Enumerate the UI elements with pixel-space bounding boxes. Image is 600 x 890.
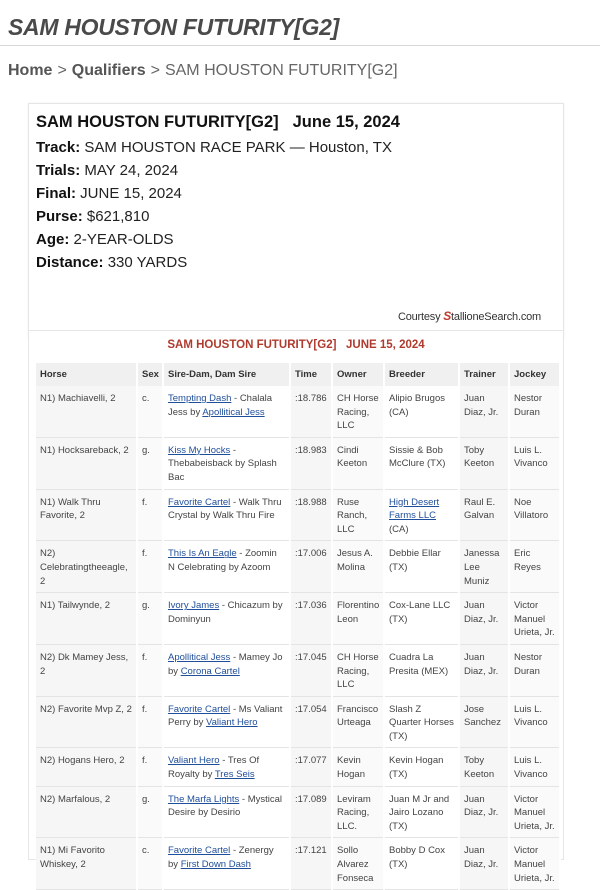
table-row [36, 748, 560, 786]
cell-pedigree [163, 489, 290, 541]
column-header-jockey: Jockey [509, 363, 560, 386]
breadcrumb-current: SAM HOUSTON FUTURITY[G2] [164, 62, 398, 79]
cell-breeder [384, 838, 459, 890]
purse-value: $621,810 [86, 208, 150, 225]
cell-horse: N1) Mi Favorito Whiskey, 2 [36, 838, 137, 890]
age-label: Age: [36, 231, 70, 248]
final-row [36, 185, 182, 202]
cell-trainer: Jose Sanchez [459, 696, 509, 748]
cell-trainer: Juan Diaz, Jr. [459, 786, 509, 838]
column-header-breeder: Breeder [384, 363, 459, 386]
sire-link[interactable]: This Is An Eagle [168, 548, 237, 560]
cell-breeder [384, 748, 459, 786]
cell-breeder [384, 786, 459, 838]
cell-pedigree [163, 386, 290, 437]
cell-pedigree [163, 541, 290, 593]
cell-sex: g. [137, 437, 163, 489]
cell-owner: Sollo Alvarez Fonseca [332, 838, 384, 890]
cell-time: :17.054 [290, 696, 332, 748]
purse-label: Purse: [36, 208, 83, 225]
cell-jockey: Nestor Duran [509, 644, 560, 696]
race-date: June 15, 2024 [292, 113, 400, 131]
breeder-text: Debbie Ellar (TX) [389, 548, 441, 573]
breadcrumb-separator: > [57, 62, 67, 79]
dam-text: - Walk Thru Crystal by Walk Thru Fire [168, 496, 282, 522]
cell-time: :17.036 [290, 593, 332, 645]
dam-sire-link[interactable]: Valiant Hero [206, 717, 258, 729]
cell-time: :17.089 [290, 786, 332, 838]
courtesy-source: tallioneSearch.com [451, 311, 541, 323]
dam-text: - Mamey Jo by [168, 651, 283, 677]
cell-owner: Cindi Keeton [332, 437, 384, 489]
cell-jockey: Luis L. Vivanco [509, 696, 560, 748]
cell-trainer: Toby Keeton [459, 437, 509, 489]
table-row [36, 489, 560, 541]
breadcrumb-separator: > [150, 62, 160, 79]
title-divider [0, 45, 600, 46]
final-label: Final: [36, 185, 76, 202]
cell-sex: f. [137, 644, 163, 696]
cell-sex: g. [137, 786, 163, 838]
breeder-text: Alipio Brugos (CA) [389, 393, 445, 418]
sire-link[interactable]: Favorite Cartel [168, 496, 231, 508]
cell-jockey: Victor Manuel Urieta, Jr. [509, 838, 560, 890]
site-title: SAM HOUSTON FUTURITY[G2] [8, 14, 339, 40]
cell-owner: CH Horse Racing, LLC [332, 644, 384, 696]
cell-sex: f. [137, 489, 163, 541]
cell-jockey: Luis L. Vivanco [509, 748, 560, 786]
cell-sex: f. [137, 748, 163, 786]
cell-pedigree [163, 593, 290, 645]
cell-horse: N1) Machiavelli, 2 [36, 386, 137, 437]
column-header-horse: Horse [36, 363, 137, 386]
table-row [36, 437, 560, 489]
cell-owner: Jesus A. Molina [332, 541, 384, 593]
sire-link[interactable]: Tempting Dash [168, 393, 232, 404]
cell-horse: N2) Favorite Mvp Z, 2 [36, 696, 137, 748]
breeder-location: (CA) [389, 523, 409, 535]
cell-sex: g. [137, 593, 163, 645]
track-value: SAM HOUSTON RACE PARK — Houston, TX [84, 139, 392, 156]
breeder-text: Cuadra La Presita (MEX) [389, 651, 449, 677]
cell-sex: c. [137, 838, 163, 890]
cell-horse: N2) Celebratingtheeagle, 2 [36, 541, 137, 593]
breeder-text: Cox-Lane LLC (TX) [389, 600, 451, 625]
breadcrumb [8, 62, 398, 80]
cell-owner: Kevin Hogan [332, 748, 384, 786]
age-value: 2-YEAR-OLDS [73, 231, 174, 248]
cell-time: :18.983 [290, 437, 332, 489]
cell-horse: N2) Hogans Hero, 2 [36, 748, 137, 786]
table-row [36, 786, 560, 838]
track-label: Track: [36, 139, 81, 156]
column-header-owner: Owner [332, 363, 384, 386]
race-heading [36, 113, 400, 132]
sire-link[interactable]: Favorite Cartel [168, 703, 231, 715]
table-header-row [36, 363, 560, 386]
cell-pedigree [163, 644, 290, 696]
cell-sex: f. [137, 696, 163, 748]
cell-time: :17.121 [290, 838, 332, 890]
courtesy-credit [398, 309, 541, 323]
trials-row [36, 162, 178, 179]
distance-row [36, 254, 187, 271]
cell-time: :18.988 [290, 489, 332, 541]
table-row [36, 593, 560, 645]
sire-link[interactable]: Favorite Cartel [168, 845, 231, 857]
cell-owner: Leviram Racing, LLC. [332, 786, 384, 838]
cell-pedigree [163, 437, 290, 489]
trials-value: MAY 24, 2024 [84, 162, 179, 179]
cell-time: :17.045 [290, 644, 332, 696]
cell-horse: N1) Tailwynde, 2 [36, 593, 137, 645]
cell-horse: N2) Dk Mamey Jess, 2 [36, 644, 137, 696]
cell-owner: CH Horse Racing, LLC [332, 386, 384, 437]
column-header-pedigree: Sire-Dam, Dam Sire [163, 363, 290, 386]
cell-breeder [384, 437, 459, 489]
table-row [36, 696, 560, 748]
final-value: JUNE 15, 2024 [80, 185, 182, 202]
purse-row [36, 208, 149, 225]
breeder-text: Kevin Hogan (TX) [389, 755, 444, 781]
cell-time: :17.006 [290, 541, 332, 593]
cell-trainer: Juan Diaz, Jr. [459, 386, 509, 437]
cell-jockey: Eric Reyes [509, 541, 560, 593]
cell-pedigree [163, 786, 290, 838]
courtesy-prefix: Courtesy [397, 311, 441, 323]
cell-jockey: Nestor Duran [509, 386, 560, 437]
cell-breeder [384, 489, 459, 541]
age-row [36, 231, 174, 248]
cell-horse: N1) Hocksareback, 2 [36, 437, 137, 489]
dam-text: - Chicazum by Dominyun [168, 600, 283, 625]
dam-text: - Mystical Desire by Desirio [168, 793, 283, 819]
race-title: SAM HOUSTON FUTURITY[G2] [36, 113, 279, 131]
cell-jockey: Victor Manuel Urieta, Jr. [509, 593, 560, 645]
column-header-time: Time [290, 363, 332, 386]
results-title: SAM HOUSTON FUTURITY[G2] JUNE 15, 2024 [167, 339, 425, 351]
cell-trainer: Toby Keeton [459, 748, 509, 786]
cell-time: :18.786 [290, 386, 332, 437]
cell-breeder [384, 696, 459, 748]
dam-text: - Ms Valiant Perry by [168, 703, 283, 729]
sire-link[interactable]: Apollitical Jess [168, 651, 231, 663]
cell-breeder [384, 541, 459, 593]
cell-jockey: Noe Villatoro [509, 489, 560, 541]
cell-owner: Florentino Leon [332, 593, 384, 645]
breeder-text: Slash Z Quarter Horses (TX) [389, 703, 454, 742]
cell-breeder [384, 593, 459, 645]
breadcrumb-qualifiers-link[interactable]: Qualifiers [71, 62, 146, 79]
breeder-text: Juan M Jr and Jairo Lozano (TX) [389, 793, 450, 832]
cell-owner: Francisco Urteaga [332, 696, 384, 748]
column-header-sex: Sex [137, 363, 163, 386]
cell-trainer: Juan Diaz, Jr. [459, 593, 509, 645]
dam-sire-link[interactable]: Apollitical Jess [202, 406, 265, 418]
sire-link[interactable]: The Marfa Lights [168, 793, 240, 805]
table-row [36, 644, 560, 696]
race-info-card [28, 103, 564, 338]
cell-trainer: Janessa Lee Muniz [459, 541, 509, 593]
dam-text: - Tres Of Royalty by [168, 755, 260, 781]
table-row [36, 386, 560, 437]
breeder-text: Bobby D Cox (TX) [389, 845, 445, 871]
cell-owner: Ruse Ranch, LLC [332, 489, 384, 541]
stallionsearch-logo-icon: S [443, 309, 452, 323]
column-header-trainer: Trainer [459, 363, 509, 386]
sire-link[interactable]: Ivory James [168, 600, 220, 612]
cell-jockey: Luis L. Vivanco [509, 437, 560, 489]
cell-horse: N1) Walk Thru Favorite, 2 [36, 489, 137, 541]
distance-label: Distance: [36, 254, 104, 271]
sire-link[interactable]: Kiss My Hocks [168, 444, 231, 456]
cell-breeder [384, 386, 459, 437]
dam-sire-link[interactable]: Corona Cartel [180, 665, 240, 677]
cell-jockey: Victor Manuel Urieta, Jr. [509, 786, 560, 838]
breeder-text: Sissie & Bob McClure (TX) [389, 444, 446, 470]
dam-text: - Zoomin N Celebrating by Azoom [168, 548, 277, 573]
cell-trainer: Juan Diaz, Jr. [459, 644, 509, 696]
trials-label: Trials: [36, 162, 81, 179]
cell-pedigree [163, 748, 290, 786]
cell-time: :17.077 [290, 748, 332, 786]
dam-text: - Thebabeisback by Splash Bac [168, 444, 277, 483]
cell-sex: c. [137, 386, 163, 437]
dam-text: - Zenergy by [168, 845, 274, 871]
cell-sex: f. [137, 541, 163, 593]
breadcrumb-home-link[interactable]: Home [8, 62, 53, 79]
track-row [36, 139, 392, 156]
cell-trainer: Raul E. Galvan [459, 489, 509, 541]
results-table [36, 363, 561, 890]
table-row [36, 541, 560, 593]
cell-pedigree [163, 838, 290, 890]
results-panel [28, 330, 564, 884]
sire-link[interactable]: Valiant Hero [168, 755, 220, 767]
dam-sire-link[interactable]: First Down Dash [180, 859, 251, 871]
dam-sire-link[interactable]: Tres Seis [214, 769, 255, 781]
cell-trainer: Juan Diaz, Jr. [459, 838, 509, 890]
distance-value: 330 YARDS [107, 254, 188, 271]
cell-pedigree [163, 696, 290, 748]
cell-breeder [384, 644, 459, 696]
dam-text: - Chalala Jess by [168, 393, 273, 418]
cell-horse: N2) Marfalous, 2 [36, 786, 137, 838]
breeder-link[interactable]: High Desert Farms LLC [389, 496, 440, 522]
table-row [36, 838, 560, 890]
